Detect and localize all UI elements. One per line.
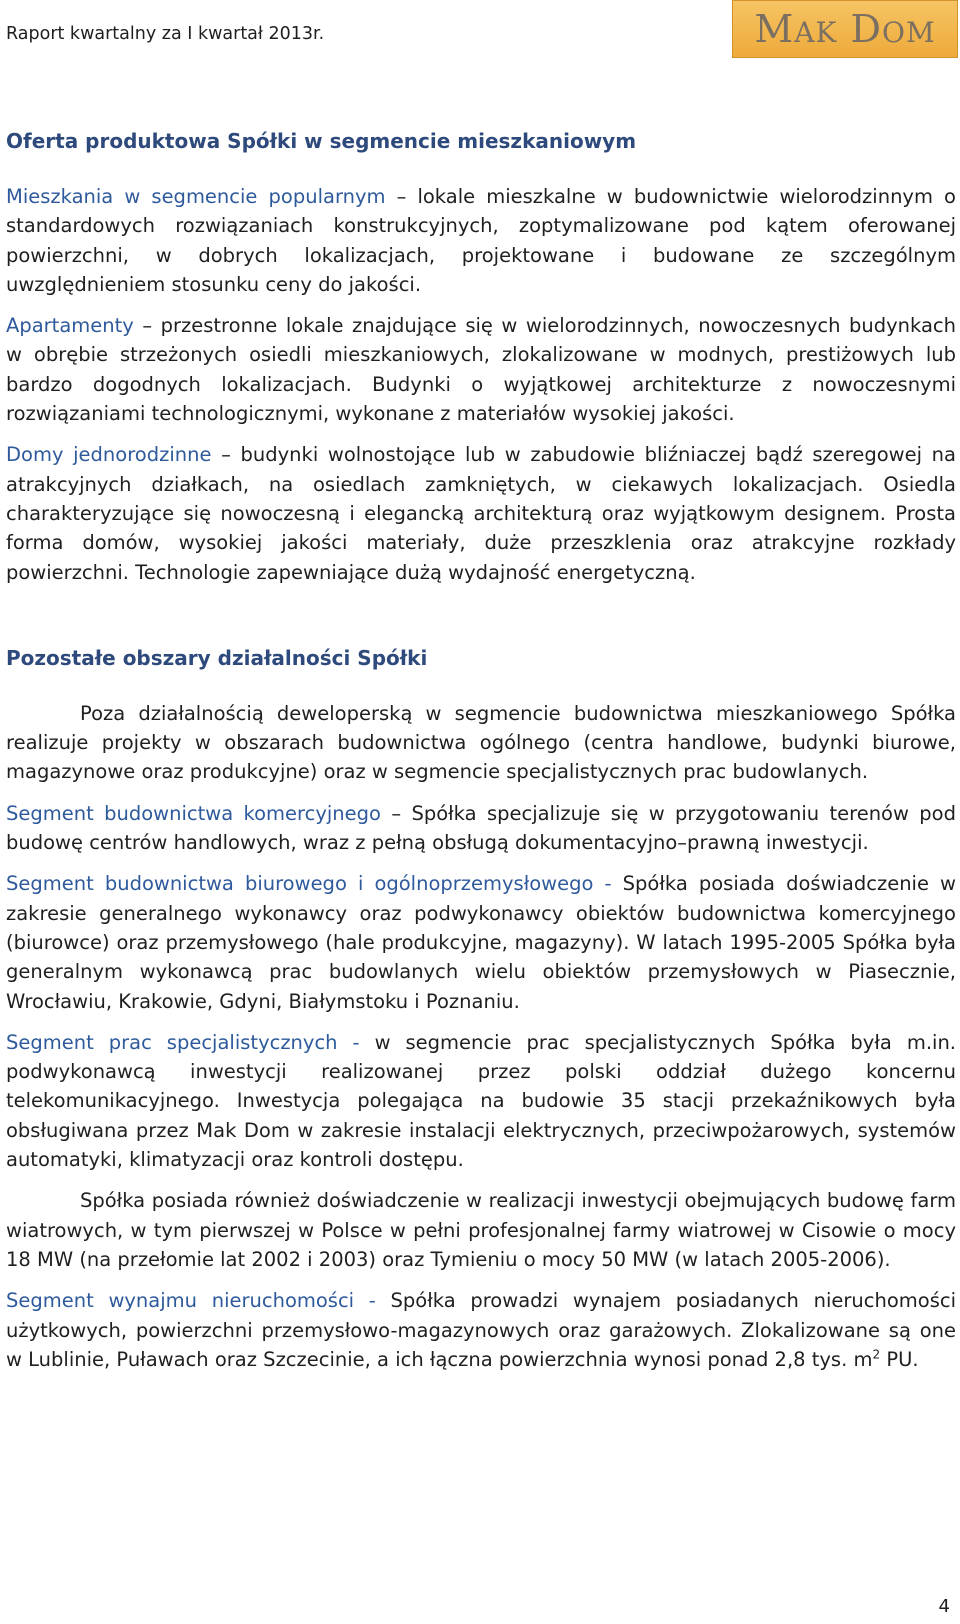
main-content (6, 128, 956, 1386)
term-commercial: Segment budownictwa komercyjnego (6, 801, 381, 825)
paragraph-commercial (6, 799, 956, 858)
desc-office-industrial: Spółka posiada doświadczenie w zakresie generalnego wykonawcy oraz podwykonawcy obiektów budownictwa komercyjnego (biurowce) oraz przemysłowego (hale produkcyjne, magazyny). W latach 1995-2005 Spółka była generalnym wykonawcą prac budowlanych wielu obiektów przemysłowych w Piasecznie, Wrocławiu, Krakowie, Gdyni, Białymstoku i Poznaniu. (6, 872, 957, 1013)
desc-houses: – budynki wolnostojące lub w zabudowie bliźniaczej bądź szeregowej na atrakcyjnych działkach, na osiedlach zamkniętych, w ciekawych lokalizacjach. Osiedla charakteryzujące się nowoczesną i elegancką architekturą oraz wyjątkowym designem. Prosta forma domów, wysokiej jakości materiały, duże przeszklenia oraz atrakcyjne rozkłady powierzchni. Technologie zapewniające dużą wydajność energetyczną. (6, 443, 956, 584)
desc-popular: – lokale mieszkalne w budownictwie wielorodzinnym o standardowych rozwiązaniach konstrukcyjnych, zoptymalizowane pod kątem oferowanej powierzchni, w dobrych lokalizacjach, projektowane i budowane ze szczególnym uwzględnieniem stosunku ceny do jakości. (6, 185, 956, 296)
paragraph-intro: Poza działalnością deweloperską w segmencie budownictwa mieszkaniowego Spółka realizuje projekty w obszarach budownictwa ogólnego (centra handlowe, budynki biurowe, magazynowe oraz produkcyjne) oraz w segmencie specjalistycznych prac budowlanych. (6, 701, 956, 784)
term-houses: Domy jednorodzinne (6, 443, 212, 467)
page-number: 4 (938, 1596, 950, 1617)
paragraph-popular-apartments (6, 182, 956, 299)
term-popular: Mieszkania w segmencie popularnym (6, 185, 386, 208)
paragraph-office-industrial (6, 869, 956, 1015)
term-rental: Segment wynajmu nieruchomości - (6, 1289, 376, 1313)
term-office-industrial: Segment budownictwa biurowego i ogólnoprzemysłowego - (6, 872, 612, 896)
section-heading-residential: Oferta produktowa Spółki w segmencie mieszkaniowym (6, 129, 637, 153)
paragraph-rental (6, 1286, 956, 1374)
term-specialist: Segment prac specjalistycznych - (6, 1030, 360, 1054)
desc-rental: Spółka prowadzi wynajem posiadanych nieruchomości użytkowych, powierzchni przemysłowo-magazynowych oraz garażowych. Zlokalizowane są one w Lublinie, Puławach oraz Szczecinie, a ich łączna powierzchnia wynosi ponad 2,8 tys. m (6, 1289, 956, 1371)
paragraph-apartments (6, 311, 956, 428)
section-heading-other: Pozostałe obszary działalności Spółki (6, 645, 428, 670)
desc-commercial: – Spółka specjalizuje się w przygotowaniu terenów pod budowę centrów handlowych, wraz z pełną obsługą dokumentacyjno–prawną inwestycji. (6, 801, 956, 855)
desc-specialist: w segmencie prac specjalistycznych Spółka była m.in. podwykonawcą inwestycji realizowanej przez polski oddział dużego koncernu telekomunikacyjnego. Inwestycja polegająca na budowie 35 stacji przekaźnikowych była obsługiwana przez Mak Dom w zakresie instalacji elektrycznych, przeciwpożarowych, systemów automatyki, klimatyzacji oraz kontroli dostępu. (6, 1030, 957, 1172)
term-apartments: Apartamenty (6, 314, 134, 338)
report-title: Raport kwartalny za I kwartał 2013r. (6, 24, 325, 44)
company-logo (732, 0, 958, 58)
desc-rental-tail: PU. (880, 1347, 919, 1371)
superscript-2: 2 (872, 1347, 881, 1362)
paragraph-wind-farms: Spółka posiada również doświadczenie w realizacji inwestycji obejmujących budowę farm wiatrowych, w tym pierwszej w Polsce w pełni profesjonalnej farmy wiatrowej w Cisowie o mocy 18 MW (na przełomie lat 2002 i 2003) oraz Tymieniu o mocy 50 MW (w latach 2005-2006). (6, 1189, 956, 1271)
logo-text: MAK DOM (754, 7, 936, 51)
paragraph-specialist (6, 1028, 956, 1174)
paragraph-houses (6, 440, 956, 586)
desc-apartments: – przestronne lokale znajdujące się w wielorodzinnych, nowoczesnych budynkach w obrębie strzeżonych osiedli mieszkaniowych, zlokalizowane w modnych, prestiżowych lub bardzo dogodnych lokalizacjach. Budynki o wyjątkowej architekturze z nowoczesnymi rozwiązaniami technologicznymi, wykonane z materiałów wysokiej jakości. (6, 314, 956, 426)
